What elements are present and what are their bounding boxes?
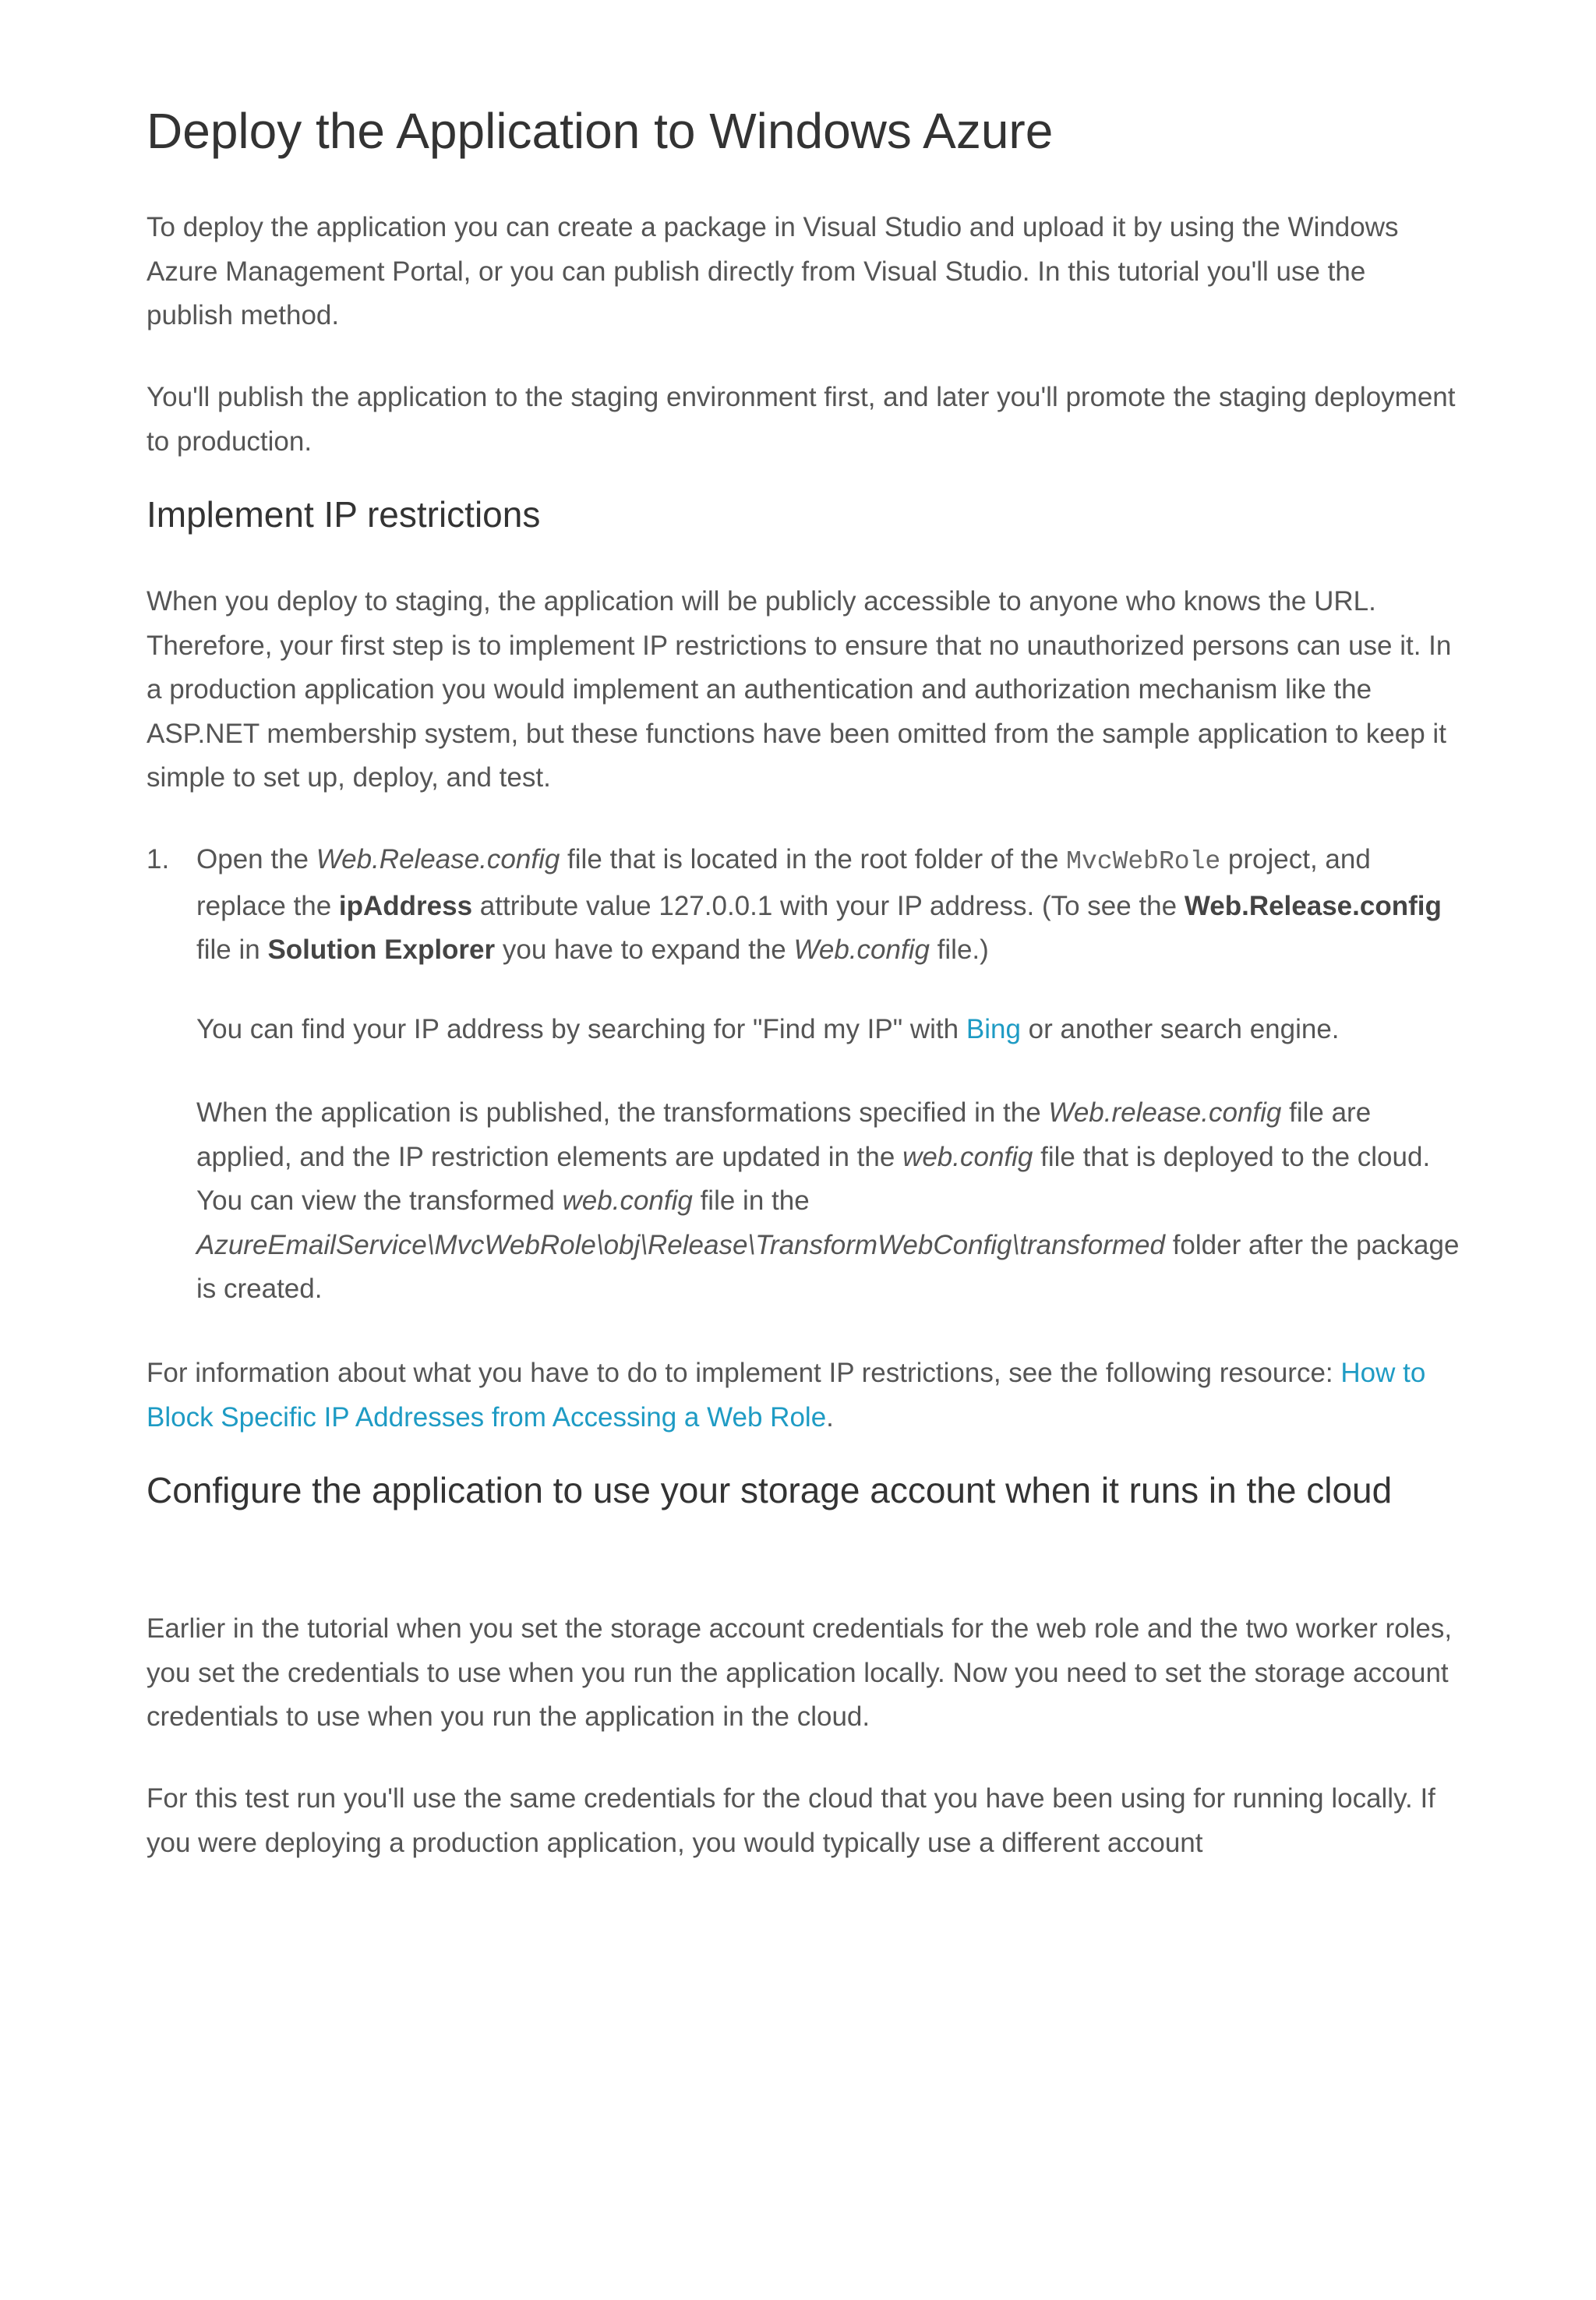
ip-restrictions-paragraph: When you deploy to staging, the application will be publicly accessible to anyone who knows the URL. Therefore, your first step is to implement IP restrictions to ensure that no unauthorized persons can use it. In a production application you would implement an authentication and authorization mechanism like the ASP.NET membership system, but these functions have been omitted from the sample application to keep it simple to set up, deploy, and test. [147,586,1452,793]
step-1-ip-paragraph: You can find your IP address by searching for "Find my IP" with Bing or another search engine. [196,1014,1340,1044]
web-config-italic-2: web.config [562,1185,693,1216]
intro-paragraph-1: To deploy the application you can create a package in Visual Studio and upload it by using the Windows Azure Management Portal, or you can publish directly from Visual Studio. In this tutorial you'll use the publish method. [147,212,1399,330]
web-release-config-italic: Web.release.config [1048,1097,1282,1128]
block-ip-link[interactable]: How to Block Specific IP Addresses from Accessing a Web Role [147,1358,1426,1433]
intro-paragraph-2: You'll publish the application to the staging environment first, and later you'll promote the staging deployment to production. [147,382,1456,457]
storage-paragraph-2: For this test run you'll use the same credentials for the cloud that you have been using for running locally. If you were deploying a production application, you would typically use a different account [147,1783,1435,1858]
step-1-transform-paragraph: When the application is published, the transformations specified in the Web.release.config file are applied, and the IP restriction elements are updated in the web.config file that is deployed to the cloud. You can view the transformed web.config file in the AzureEmailService\MvcWebRole\obj\Release\TransformWebConfig\transformed folder after the package is created. [196,1097,1460,1304]
transformed-folder-path: AzureEmailService\MvcWebRole\obj\Release\TransformWebConfig\transformed [196,1229,1165,1260]
bing-link[interactable]: Bing [966,1014,1021,1044]
storage-paragraph-1: Earlier in the tutorial when you set the storage account credentials for the web role and the two worker roles, you set the credentials to use when you run the application locally. Now you need to set the storage account credentials to use when you run the application in the cloud. [147,1613,1453,1732]
ipaddress-term: ipAddress [338,890,473,921]
resource-paragraph: For information about what you have to do to implement IP restrictions, see the following resource: How to Block Specific IP Addresses from Accessing a Web Role. [147,1358,1426,1433]
web-config-italic: web.config [902,1141,1033,1172]
page-title: Deploy the Application to Windows Azure [147,103,1054,159]
step-number: 1. [147,844,170,874]
solution-explorer-term: Solution Explorer [267,934,496,965]
section-heading-ip-restrictions: Implement IP restrictions [147,494,541,535]
web-config-filename: Web.config [793,934,930,965]
web-release-config-term: Web.Release.config [1184,890,1442,921]
web-release-config-filename: Web.Release.config [316,844,560,874]
section-heading-configure-storage: Configure the application to use your storage account when it runs in the cloud [147,1470,1393,1510]
step-1-text: Open the Web.Release.config file that is located in the root folder of the MvcWebRole project, and replace the ipAddress attribute value 127.0.0.1 with your IP address. (To see the Web.Release.config file in Solution Explorer you have to expand the Web.config file.) [196,844,1442,965]
mvcwebrole-code: MvcWebRole [1066,847,1221,876]
